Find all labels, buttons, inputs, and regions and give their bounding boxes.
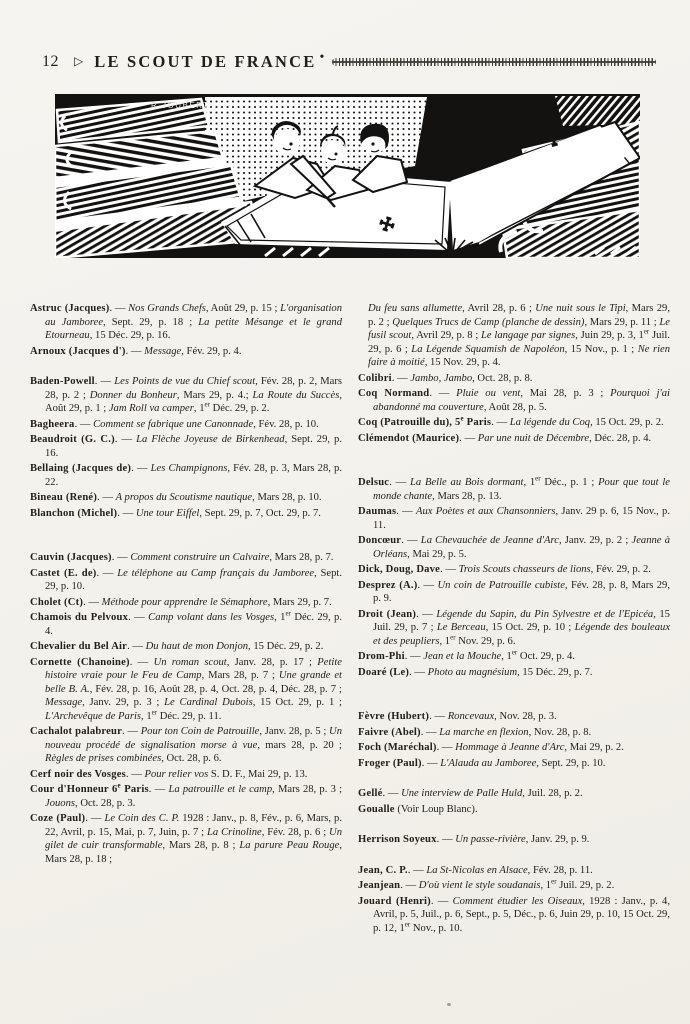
- entry-author: Froger (Paul): [358, 757, 422, 769]
- index-entry: [358, 505, 670, 532]
- entry-author: Jouard (Henri): [358, 895, 431, 907]
- index-entry: [30, 491, 342, 505]
- entry-body: . — Comment étudier les Oiseaux, 1928 : Janv., p. 4, Avril, p. 5, Juil., p. 6, Sept., p. 5, Déc., p. 6, Juin 29, p. 10, 15 Oct. 29, p. 12, 1er Nov., p. 10.: [373, 895, 670, 934]
- entry-body: . — La Belle au Bois dormant, 1er Déc., p. 1 ; Pour que tout le monde chante, Mars 28, p. 13.: [373, 474, 671, 502]
- entry-body: . — Jean et la Mouche, 1er Oct. 29, p. 4.: [404, 648, 575, 662]
- index-entry: [358, 432, 670, 446]
- index-entry: [358, 895, 670, 936]
- index-entry: [30, 433, 342, 460]
- entry-author: Beaudroit (G. C.): [30, 434, 115, 445]
- entry-author: Cour d'Honneur 6e Paris: [30, 781, 149, 795]
- entry-author: Dick, Doug, Dave: [358, 564, 441, 575]
- entry-body: . — Jambo, Jambo, Oct. 28, p. 8.: [391, 372, 533, 384]
- entry-author: Cholet (Ct): [30, 596, 84, 608]
- entry-author: Cornette (Chanoine): [30, 656, 130, 668]
- index-entry: [358, 757, 670, 771]
- entry-author: Coq (Patrouille du), 5e Paris: [358, 414, 492, 428]
- entry-author: Daumas: [358, 506, 397, 517]
- index-entry: [358, 476, 670, 503]
- entry-body: . — Méthode pour apprendre le Sémaphore, Mars 29, p. 7.: [83, 596, 332, 608]
- entry-author: Fèvre (Hubert): [358, 711, 430, 722]
- artist-signature: R.JOUBERT: [151, 101, 210, 110]
- index-entry: [358, 864, 670, 878]
- entry-author: Blanchon (Michel): [30, 507, 118, 519]
- entry-body: . — La St-Nicolas en Alsace, Fév. 28, p. 11.: [407, 864, 593, 876]
- index-entry: [358, 666, 670, 680]
- entry-body: . — Un coin de Patrouille cubiste, Fév. 28, p. 8, Mars 29, p. 9.: [373, 579, 670, 604]
- entry-body: . — Pour ton Coin de Patrouille, Janv. 28, p. 5 ; Un nouveau procédé de signalisation morse à vue, mars 28, p. 20 ; Règles de prises combinées, Oct. 28, p. 6.: [45, 726, 342, 764]
- index-entry: [358, 833, 670, 847]
- entry-body: . — Légende du Sapin, du Pin Sylvestre et de l'Epicéa, 15 Juil. 29, p. 7 ; Le Berceau, 15 Oct. 29, p. 10 ; Légende des bouleaux et des peupliers, 1er Nov. 29, p. 6.: [373, 608, 671, 647]
- entry-body: . — Du haut de mon Donjon, 15 Déc. 29, p. 2.: [127, 641, 324, 652]
- entry-author: Herrison Soyeux: [358, 834, 437, 845]
- entry-author: Coq Normand: [358, 388, 430, 399]
- entry-author: Droit (Jean): [358, 608, 417, 620]
- entry-body: . — La légende du Coq, 15 Oct. 29, p. 2.: [491, 417, 664, 428]
- entry-author: Castet (E. de): [30, 567, 97, 579]
- index-entry: [30, 551, 342, 565]
- index-entry: [358, 650, 670, 664]
- entry-body: . — Une interview de Palle Huld, Juil. 28, p. 2.: [382, 788, 583, 799]
- entry-body: . — Par une nuit de Décembre, Déc. 28, p. 4.: [459, 432, 652, 444]
- scan-speck: [447, 1003, 451, 1006]
- entry-body: . — Roncevaux, Nov. 28, p. 3.: [429, 711, 557, 722]
- index-entry: [30, 302, 342, 343]
- entry-body: . — Une tour Eiffel, Sept. 29, p. 7, Oct. 29, p. 7.: [117, 507, 321, 519]
- entry-author: Cauvin (Jacques): [30, 552, 112, 563]
- entry-author: Drom-Phi: [358, 651, 405, 662]
- entry-body: . — La Chevauchée de Jeanne d'Arc, Janv. 29, p. 2 ; Jeanne à Orléans, Mai 29, p. 5.: [373, 535, 670, 560]
- index-entry: [358, 803, 670, 817]
- index-entry: [358, 726, 670, 740]
- page-header: [42, 52, 656, 72]
- index-entry: [358, 741, 670, 755]
- entry-author: Goualle: [358, 803, 395, 815]
- entry-author: Coze (Paul): [30, 813, 86, 824]
- entry-author: Doncœur: [358, 535, 402, 546]
- index-entry: [30, 596, 342, 610]
- index-entry: [30, 640, 342, 654]
- index-entry: [358, 302, 670, 370]
- entry-body: . — Un roman scout, Janv. 28, p. 17 ; Petite histoire vraie pour le Feu de Camp, Mars 28, p. 7 ; Une grande et belle B. A., Fév. 28, p. 16, Août 28, p. 4, Oct. 28, p. 4, Déc. 28, p. 7 ; Message, Janv. 29, p. 3 ; Le Cardinal Dubois, 15 Oct. 29, p. 1 ; L'Archevêque de Paris, 1er Déc. 29, p. 11.: [45, 656, 342, 722]
- entry-author: Bagheera: [30, 418, 75, 430]
- index-entry: [358, 710, 670, 724]
- entry-body: . — Comment construire un Calvaire, Mars 28, p. 7.: [111, 552, 334, 563]
- index-entry: [30, 418, 342, 432]
- index-entry: [30, 656, 342, 724]
- entry-author: Chamois du Pelvoux: [30, 612, 129, 623]
- index-entry: [30, 567, 342, 594]
- entry-author: Cachalot palabreur: [30, 726, 123, 737]
- entry-author: Desprez (A.): [358, 579, 418, 591]
- entry-body: . — Les Champignons, Fév. 28, p. 3, Mars 28, p. 22.: [45, 463, 342, 488]
- entry-body: . — Pour relier vos S. D. F., Mai 29, p. 13.: [125, 768, 308, 780]
- entry-author: Bellaing (Jacques de): [30, 463, 132, 474]
- entry-body: . — Un passe-rivière, Janv. 29, p. 9.: [436, 834, 590, 845]
- entry-author: Foch (Maréchal): [358, 742, 437, 753]
- entry-author: Bineau (René): [30, 492, 98, 503]
- entry-body: . — La patrouille et le camp, Mars 28, p. 3 ; Jouons, Oct. 28, p. 3.: [45, 784, 343, 809]
- entry-author: Astruc (Jacques): [30, 303, 110, 314]
- index-entry: [358, 579, 670, 606]
- entry-author: Jeanjean: [358, 880, 401, 891]
- entry-author: Delsuc: [358, 477, 390, 488]
- entry-body: . — Le téléphone au Camp français du Jamboree, Sept. 29, p. 10.: [45, 567, 343, 592]
- entry-body: . — Pluie ou vent, Mai 28, p. 3 ; Pourquoi j'ai abandonné ma couverture, Août 28, p. 5.: [373, 388, 670, 413]
- entry-body: . — Nos Grands Chefs, Août 29, p. 15 ; L'organisation au Jamboree, Sept. 29, p. 18 ; La petite Mésange et le grand Etourneau, 15 Déc. 29, p. 16.: [45, 303, 343, 341]
- index-entry: [30, 783, 342, 810]
- index-entry: [30, 375, 342, 416]
- index-entry: [358, 608, 670, 649]
- index-entry: [30, 812, 342, 866]
- entry-body: . — Les Points de vue du Chief scout, Fév. 28, p. 2, Mars 28, p. 2 ; Donner du Bonheur, Mars 29, p. 4.; La Route du Succès, Août 29, p. 1 ; Jam Roll va camper, 1er Déc. 29, p. 2.: [45, 376, 342, 414]
- page-number: 12: [42, 53, 59, 70]
- index-entry: [30, 345, 342, 359]
- entry-body: . — Trois Scouts chasseurs de lions, Fév. 29, p. 2.: [440, 564, 651, 575]
- entry-body: . — Photo au magnésium, 15 Déc. 29, p. 7.: [409, 666, 593, 678]
- entry-body: . — D'où vient le style soudanais, 1er Juil. 29, p. 2.: [400, 877, 615, 891]
- entry-body: . — Message, Fév. 29, p. 4.: [125, 345, 242, 357]
- index-entry: [30, 507, 342, 521]
- entry-body: . — Hommage à Jeanne d'Arc, Mai 29, p. 2.: [436, 742, 624, 753]
- index-entry: [358, 387, 670, 414]
- index-entry: [358, 416, 670, 430]
- entry-body: . — La marche en flexion, Nov. 28, p. 8.: [420, 726, 592, 738]
- entry-body: (Voir Loup Blanc).: [394, 803, 478, 815]
- entry-author: Colibri: [358, 372, 392, 384]
- woodcut-children-reading-illustration: [55, 94, 640, 258]
- entry-body: . — Le Coin des C. P. 1928 : Janv., p. 8, Fév., p. 6, Mars, p. 22, Avril, p. 15, Mai, p. 7, Juin, p. 7 ; La Crinoline, Fév. 28, p. 6 ; Un gilet de cuir transformable, Mars 28, p. 8 ; La parure Peau Rouge, Mars 28, p. 18 ;: [45, 813, 342, 865]
- entry-body: Du feu sans allumette, Avril 28, p. 6 ; Une nuit sous le Tipi, Mars 29, p. 2 ; Quelques Trucs de Camp (planche de dessin), Mars 29, p. 11 ; Le fusil scout, Avril 29, p. 8 ; Le langage par signes, Juin 29, p. 3, 1er Juil. 29, p. 6 ; La Légende Squamish de Napoléon, 15 Nov., p. 1 ; Ne rien faire à moitié, 15 Nov. 29, p. 4.: [368, 303, 671, 368]
- index-entry: [358, 563, 670, 577]
- index-entry: [30, 611, 342, 638]
- entry-body: . — Comment se fabrique une Canonnade, Fév. 28, p. 10.: [74, 418, 319, 430]
- entry-body: . — Camp volant dans les Vosges, 1er Déc. 29, p. 4.: [45, 609, 342, 637]
- entry-author: Doaré (Le): [358, 666, 410, 678]
- entry-author: Baden-Powell: [30, 376, 95, 387]
- journal-title: LE SCOUT DE FRANCE: [94, 52, 317, 71]
- triangle-marker-icon: ▷: [74, 53, 84, 68]
- entry-body: . — La Flèche Joyeuse de Birkenhead, Sept. 29, p. 16.: [45, 434, 342, 459]
- index-columns: [30, 300, 670, 935]
- entry-author: Clémendot (Maurice): [358, 432, 460, 444]
- entry-author: Chevalier du Bel Air: [30, 641, 128, 652]
- bullet-icon: •: [319, 50, 325, 65]
- right-column: [358, 300, 670, 935]
- index-entry: [358, 879, 670, 893]
- entry-author: Faivre (Abel): [358, 726, 421, 738]
- entry-author: Jean, C. P.: [358, 864, 408, 876]
- index-entry: [30, 768, 342, 782]
- entry-author: Arnoux (Jacques d'): [30, 345, 126, 357]
- entry-author: Gellé: [358, 788, 383, 799]
- entry-body: . — L'Alauda au Jamboree, Sept. 29, p. 10.: [421, 757, 606, 769]
- entry-author: Cerf noir des Vosges: [30, 768, 126, 780]
- index-entry: [358, 534, 670, 561]
- entry-body: . — A propos du Scoutisme nautique, Mars 28, p. 10.: [97, 492, 322, 503]
- index-entry: [30, 462, 342, 489]
- dotted-rule: [332, 58, 656, 66]
- index-entry: [358, 372, 670, 386]
- index-entry: [30, 725, 342, 766]
- index-entry: [358, 787, 670, 801]
- entry-body: . — Aux Poètes et aux Chansonniers, Janv. 29 p. 6, 15 Nov., p. 11.: [373, 506, 670, 531]
- left-column: [30, 300, 342, 935]
